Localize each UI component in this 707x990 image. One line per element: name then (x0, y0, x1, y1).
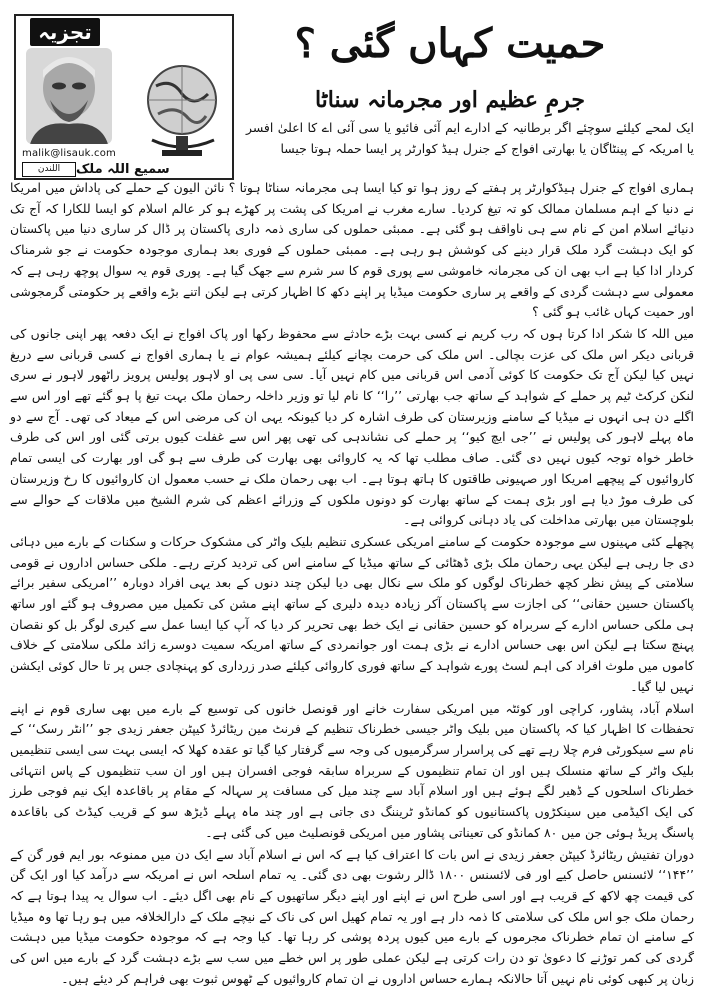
article-body (10, 178, 694, 990)
paragraph: ہماری افواج کے جنرل ہیڈکوارٹر پر ہفتے کے روز ہوا تو کیا ایسا ہی مجرمانہ سناٹا ہوتا ؟ نائن الیون کے حملے کی پاداش میں امریکا نے دنیا کے اہم مسلمان ممالک کو تہ تیغ کردیا۔ سارے مغرب نے امریکا کی پشت پر کھڑے ہو کر عالم اسلام کو ایسا للکارا کہ آج تک دنیائے اسلام امن کے نام سے ہی ناواقف ہو گئی ہے۔ ممبئی حملوں کی ساری ذمہ داری پاکستان پر ڈال کر ساری دنیا میں پاکستان کو ایک دہشت گرد ملک قرار دینے کی کوشش ہو رہی ہے۔ ممبئی حملوں کے فوری بعد ہماری موجودہ حکومت نے جو شرمناک کردار ادا کیا ہے اب بھی ان کی مجرمانہ خاموشی سے پوری قوم کا سر شرم سے جھک گیا ہے۔ پوری قوم یہ سوال پوچھ رہی ہے کہ معمولی سے دہشت گردی کے واقعے پر ساری حکومت میڈیا پر اپنے دکھ کا اظہار کرتی ہے لیکن اتنے بڑے واقعے پر حکومتی گرمجوشی اور حمیت کہاں غائب ہو گئی ؟ (10, 180, 694, 320)
article-body-top (246, 118, 694, 160)
paragraph: اسلام آباد، پشاور، کراچی اور کوئٹہ میں امریکی سفارت خانے اور قونصل خانوں کی توسیع کے بارے میں بھی ساری قوم نے اپنے تحفظات کا اظہار کیا کہ پاکستان میں بلیک واٹر جیسی خطرناک تنظیم کے فرنٹ مین ریٹائرڈ کیپٹن جعفر زیدی جو ’’انٹر رسک‘‘ کے نام سے سیکورٹی فرم چلا رہے تھے کی پراسرار سرگرمیوں کی وجہ سے گرفتار کیا گیا تو عقدہ کھلا کہ ایسی بہت سی ایسی تنظیمیں بلیک واٹر کے ساتھ منسلک ہیں اور ان تمام تنظیموں کے سربراہ سابقہ فوجی افسران ہیں اور ان سب تنظیموں کے پاس انتہائی خطرناک اسلحوں کے ڈھیر لگے ہوئے ہیں اور اسلام آباد سے چند میل کی مسافت پر سہالہ کے مقام پر باقاعدہ ایک نیم فوجی طرز کی ایک اکیڈمی میں سینکڑوں پاکستانیوں کو کمانڈو ٹریننگ دی جاتی ہے اور چند ماہ پہلے ڈیڑھ سو کے قریب کیڈٹ کی باقاعدہ پاسنگ پریڈ ہوئی جن میں ۸۰ کمانڈو کی تعیناتی پشاور میں امریکی قونصلیٹ میں کی گئی ہے۔ (10, 700, 694, 840)
globe-logo (136, 54, 228, 166)
paragraph: پچھلے کئی مہینوں سے موجودہ حکومت کے سامنے امریکی عسکری تنظیم بلیک واٹر کی مشکوک حرکات و سکنات کے بارے میں دہائی دی جا رہی ہے لیکن یہی رحمان ملک بڑی ڈھٹائی کے ساتھ میڈیا کے سامنے اس کی تردید کرتے رہے۔ ملکی حساس اداروں نے قومی سلامتی کے پیش نظر کچھ خطرناک لوگوں کو ملک سے نکال بھی دیا لیکن چند دنوں کے بعد یہی افراد دوبارہ ’’امریکی سفیر برائے پاکستان حسین حقانی‘‘ کی اجازت سے پاکستان آکر زیادہ دیدہ دلیری کے ساتھ اپنے مشن کی تکمیل میں مصروف ہو گئے اور ساتھ ہی ملکی حساس ادارے کے سربراہ کو حسین حقانی نے ایک خط بھی تحریر کر دیا کہ آپ کیا ایسا عمل سے کیری لوگر بل کو نقصان پہنچ سکتا ہے لیکن اس بھی حساس ادارے نے بڑی ہمت اور جوانمردی کے ساتھ امریکہ سمیت دوسرے زائد ملکی سلامتی کے خلاف کاموں میں ملوث افراد کی اہم لسٹ پورے شواہد کے ساتھ فوری کاروائی کیلئے صدر زرداری کو پہنچادی جس پر تا حال کوئی ایکشن نہیں لیا گیا۔ (10, 533, 694, 694)
paragraph: دوران تفتیش ریٹائرڈ کیپٹن جعفر زیدی نے اس بات کا اعتراف کیا ہے کہ اس نے اسلام آباد سے ایک دن میں ممنوعہ بور ایم فور گن کے ’’۱۴۴‘‘ لائسنس حاصل کیے اور فی لائسنس ۱۸۰۰ ڈالر رشوت بھی دی گئی۔ یہ تمام اسلحہ اس نے امریکہ سے درآمد کیا اور ایک گن کی قیمت چھ لاکھ کے قریب ہے اور اسی طرح اس نے اپنے اور اپنے دیگر ساتھیوں کے نام بھی اگل دیئے۔ اب سوال یہ پیدا ہوتا ہے کہ رحمان ملک جو اس ملک کی سلامتی کا ذمہ دار ہے اور یہ تمام کھیل اس کی ناک کے نیچے ملک کے دارالخلافہ میں ہو رہا تھا وہ میڈیا کے سامنے ان تمام خطرناک مجرموں کے بارے میں کیوں پردہ پوشی کر رہا تھا۔ کیا وجہ ہے کہ موجودہ حکومت میڈیا میں دہشت گردی کی کمر توڑنے کا دعویٰ تو دن رات کرتی ہے لیکن عملی طور پر اس خطے میں سب سے بڑے دہشت گرد کے بارے میں اس کی زبان پر کبھی کوئی نام نہیں آتا حالانکہ ہمارے حساس اداروں نے ان تمام کاروائیوں کے ٹھوس ثبوت بھی فراہم کر دیئے ہیں۔ (10, 846, 694, 986)
author-email: malik@lisauk.com (22, 148, 116, 159)
article-title: حمیت کہاں گئی ؟ (294, 20, 606, 67)
column-tag: تجزیہ (30, 18, 100, 46)
column-header-box (14, 14, 234, 180)
paragraph-intro-head: ایک لمحے کیلئے سوچئے اگر برطانیہ کے ادارے ایم آئی فائیو یا سی آئی اے کا اعلیٰ افسر یا امریکہ کے پینٹاگان یا بھارتی افواج کے جنرل ہیڈ کوارٹر پر ایسا حملہ ہوتا جیسا (246, 120, 694, 156)
article-subtitle: جرمِ عظیم اور مجرمانہ سناٹا (314, 87, 586, 113)
paragraph: میں اللہ کا شکر ادا کرتا ہوں کہ رب کریم نے کسی بہت بڑے حادثے سے محفوظ رکھا اور پاک افواج نے ایک دفعہ پھر اپنی جانوں کی قربانی دیکر اس ملک کی عزت بچالی۔ اس ملک کی حرمت بچانے کیلئے ہمیشہ عوام نے یا ہماری افواج نے کسی قربانی سے دریغ نہیں کیا لیکن آج تک حکومت کا کوئی آدمی اس قربانی میں کام نہیں آیا۔ سی سی پی او لاہور پولیس پرویز راٹھور لاہور نے سری لنکن کرکٹ ٹیم پر حملے کے شواہد کے ساتھ جب بھارتی ’’را‘‘ کا نام لیا تو وزیر داخلہ رحمان ملک بہت تیغ پا ہو گئے تھے اور اس سے اگلے دن ہی انہوں نے میڈیا کے سامنے وزیرستان کی طرف اشارہ کر دیا کیونکہ یہی ان کی مرضی اس کے میعاد کی تھی۔ آج سے دو ماہ پہلے لاہور کی پولیس نے ’’جی ایچ کیو‘‘ پر حملے کی نشاندہی کی تھی پھر اس سے غفلت کیوں برتی گئی اور اس کی طرف خاطر خواہ توجہ کیوں نہیں دی گئی۔ صاف مطلب تھا کہ یہ کاروائی بھی بھارت کی طرف سے ہو گی اور بھارت کی ایسی تمام کاروائیوں کے پیچھے امریکا اور صہیونی طاقتوں کا ہاتھ ہوتا ہے۔ اب بھی رحمان ملک نے حسب معمول ان کاروائیوں کا رخ وزیرستان کی طرف موڑ دیا ہے اور بڑی ہمت کے ساتھ بھارت کو دونوں ملکوں کے وزرائے اعظم کی شرم الشیخ میں ملاقات کے حوالے سے بلوچستان میں بھارتی مداخلت کی یاد دہانی کروائی ہے۔ (10, 325, 694, 528)
publication-label: اللندن (22, 162, 76, 177)
author-photo (26, 48, 112, 144)
author-name: سمیع اللہ ملک (76, 162, 170, 177)
